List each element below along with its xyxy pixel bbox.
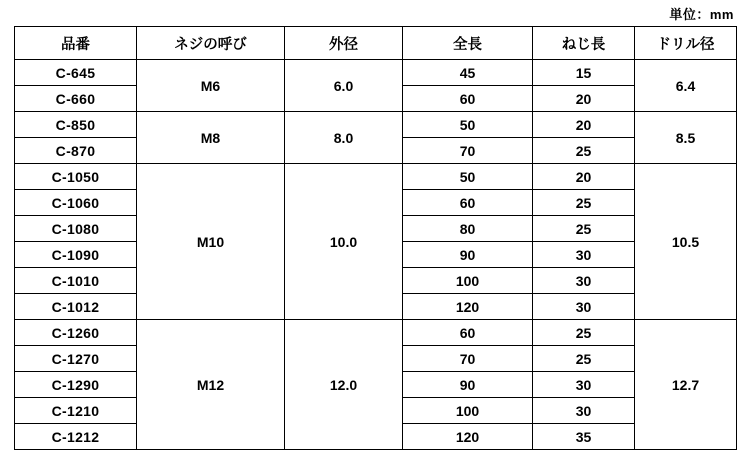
- cell-part-number: C-870: [15, 138, 137, 164]
- cell-total-length: 45: [403, 60, 533, 86]
- cell-screw-size: M6: [137, 60, 285, 112]
- column-header-outer-diameter: 外径: [285, 27, 403, 60]
- cell-part-number: C-1290: [15, 372, 137, 398]
- column-header-total-length: 全長: [403, 27, 533, 60]
- cell-total-length: 90: [403, 242, 533, 268]
- cell-part-number: C-1090: [15, 242, 137, 268]
- cell-part-number: C-1060: [15, 190, 137, 216]
- cell-thread-length: 25: [533, 190, 635, 216]
- cell-screw-size: M10: [137, 164, 285, 320]
- cell-total-length: 70: [403, 346, 533, 372]
- cell-part-number: C-1010: [15, 268, 137, 294]
- cell-thread-length: 15: [533, 60, 635, 86]
- table-body: [15, 60, 737, 450]
- cell-thread-length: 25: [533, 216, 635, 242]
- table-row: [15, 60, 737, 86]
- specification-table: [14, 26, 737, 450]
- cell-thread-length: 25: [533, 320, 635, 346]
- cell-thread-length: 30: [533, 268, 635, 294]
- cell-part-number: C-1050: [15, 164, 137, 190]
- column-header-part-number: 品番: [15, 27, 137, 60]
- cell-part-number: C-1210: [15, 398, 137, 424]
- table-header-row: [15, 27, 737, 60]
- unit-note: 単位：mm: [669, 7, 734, 22]
- cell-part-number: C-1080: [15, 216, 137, 242]
- cell-total-length: 60: [403, 190, 533, 216]
- cell-total-length: 120: [403, 294, 533, 320]
- cell-part-number: C-645: [15, 60, 137, 86]
- column-header-thread-length: ねじ長: [533, 27, 635, 60]
- cell-part-number: C-1270: [15, 346, 137, 372]
- cell-total-length: 80: [403, 216, 533, 242]
- cell-thread-length: 30: [533, 242, 635, 268]
- cell-thread-length: 20: [533, 86, 635, 112]
- cell-total-length: 120: [403, 424, 533, 450]
- cell-total-length: 70: [403, 138, 533, 164]
- cell-thread-length: 30: [533, 294, 635, 320]
- column-header-drill-diameter: ドリル径: [635, 27, 737, 60]
- cell-outer-diameter: 6.0: [285, 60, 403, 112]
- cell-drill-diameter: 10.5: [635, 164, 737, 320]
- cell-outer-diameter: 10.0: [285, 164, 403, 320]
- cell-part-number: C-660: [15, 86, 137, 112]
- cell-drill-diameter: 8.5: [635, 112, 737, 164]
- cell-total-length: 50: [403, 164, 533, 190]
- cell-thread-length: 25: [533, 138, 635, 164]
- cell-drill-diameter: 6.4: [635, 60, 737, 112]
- table-row: [15, 164, 737, 190]
- cell-total-length: 60: [403, 320, 533, 346]
- table-row: [15, 112, 737, 138]
- cell-thread-length: 30: [533, 398, 635, 424]
- cell-thread-length: 35: [533, 424, 635, 450]
- cell-total-length: 90: [403, 372, 533, 398]
- cell-screw-size: M12: [137, 320, 285, 450]
- cell-thread-length: 20: [533, 112, 635, 138]
- cell-thread-length: 30: [533, 372, 635, 398]
- cell-part-number: C-1212: [15, 424, 137, 450]
- cell-thread-length: 25: [533, 346, 635, 372]
- cell-drill-diameter: 12.7: [635, 320, 737, 450]
- cell-screw-size: M8: [137, 112, 285, 164]
- cell-total-length: 60: [403, 86, 533, 112]
- cell-thread-length: 20: [533, 164, 635, 190]
- cell-total-length: 50: [403, 112, 533, 138]
- cell-outer-diameter: 12.0: [285, 320, 403, 450]
- column-header-screw-size: ネジの呼び: [137, 27, 285, 60]
- cell-part-number: C-1012: [15, 294, 137, 320]
- cell-total-length: 100: [403, 268, 533, 294]
- cell-outer-diameter: 8.0: [285, 112, 403, 164]
- table-row: [15, 320, 737, 346]
- table-header: [15, 27, 737, 60]
- cell-part-number: C-850: [15, 112, 137, 138]
- cell-part-number: C-1260: [15, 320, 137, 346]
- cell-total-length: 100: [403, 398, 533, 424]
